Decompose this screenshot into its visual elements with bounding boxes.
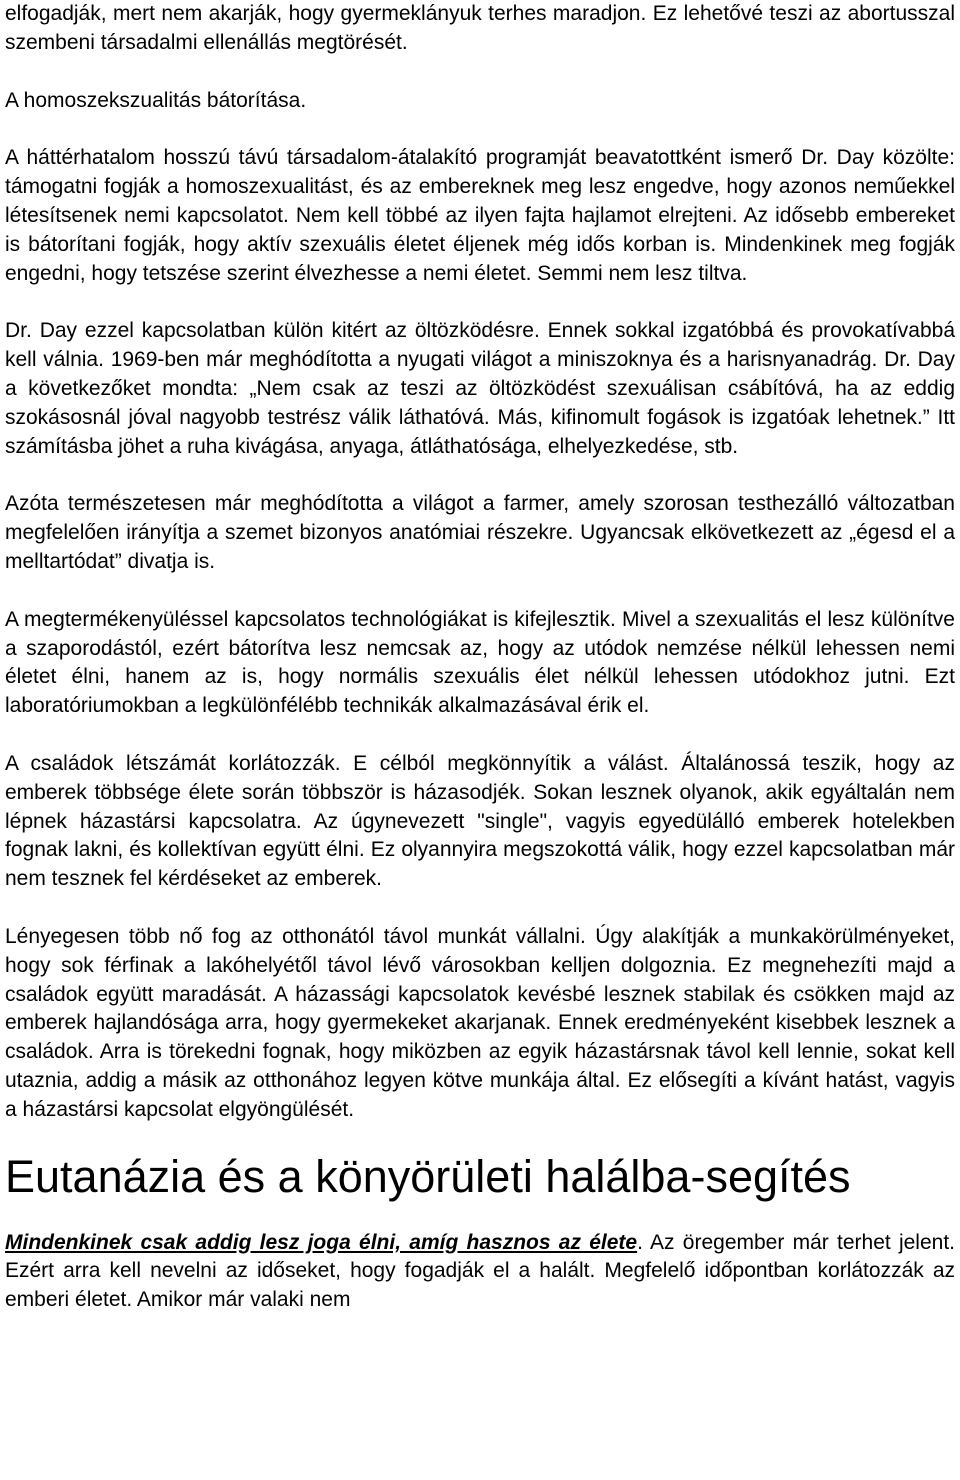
- paragraph-spacer: [5, 115, 955, 144]
- paragraph-women-work: Lényegesen több nő fog az otthonától távol munkát vállalni. Úgy alakítják a munkakörülményeket, hogy sok férfinak a lakóhelyétől távol lévő városokban kelljen dolgoznia. Ez megnehezíti majd a családok együtt maradását. A házassági kapcsolatok kevésbé lesznek stabilak és csökken majd az emberek hajlandósága arra, hogy gyermekeket akarjanak. Ennek eredményeként kisebbek lesznek a családok. Arra is törekedni fognak, hogy miközben az egyik házastársnak távol kell lennie, sokat kell utaznia, addig a másik az otthonához legyen kötve munkája által. Ez elősegíti a kívánt hatást, vagyis a házastársi kapcsolat elgyöngülését.: [5, 924, 955, 1121]
- paragraph-spacer: [5, 288, 955, 317]
- paragraph-lead-emphasis: Mindenkinek csak addig lesz joga élni, amíg hasznos az élete: [5, 1230, 638, 1254]
- paragraph-abortion-end: elfogadják, mert nem akarják, hogy gyermeklányuk terhes maradjon. Ez lehetővé teszi az abortusszal szembeni társadalmi ellenállás megtörését.: [5, 2, 955, 54]
- paragraph-spacer: [5, 577, 955, 606]
- paragraph-euthanasia: [5, 1229, 955, 1315]
- paragraph-family-size: A családok létszámát korlátozzák. E célból megkönnyítik a válást. Általánossá teszik, hogy az emberek többsége élete során többször is házasodjék. Sokan lesznek olyanok, akik egyáltalán nem lépnek házastársi kapcsolatra. Az úgynevezett "single", vagyis egyedülálló emberek hotelekben fognak lakni, és kollektívan együtt élni. Ez olyannyira megszokottá válik, hogy ezzel kapcsolatban már nem tesznek fel kérdéseket az emberek.: [5, 751, 955, 891]
- paragraph-fertility-tech: A megtermékenyüléssel kapcsolatos technológiákat is kifejlesztik. Mivel a szexualitás el lesz különítve a szaporodástól, ezért bátorítva lesz nemcsak az, hogy az utódok nemzése nélkül lehessen nemi életet élni, hanem az is, hogy normális szexuális élet nélkül lehessen utódokhoz jutni. Ezt laboratóriumokban a legkülönfélébb technikák alkalmazásával érik el.: [5, 607, 955, 718]
- paragraph-jeans: Azóta természetesen már meghódította a világot a farmer, amely szorosan testhezálló változatban megfelelően irányítja a szemet bizonyos anatómiai részekre. Ugyancsak elkövetkezett az „égesd el a melltartódat” divatja is.: [5, 492, 955, 573]
- paragraph-spacer: [5, 721, 955, 750]
- paragraph-dr-day-homosexuality: A háttérhatalom hosszú távú társadalom-átalakító programját beavatottként ismerő Dr. Day közölte: támogatni fogják a homoszexualitást, és az embereknek meg lesz engedve, hogy azonos neműekkel létesítsenek nemi kapcsolatot. Nem kell többé az ilyen fajta hajlamot elrejteni. Az idősebb embereket is bátorítani fogják, hogy aktív szexuális életet éljenek még idős korban is. Mindenkinek meg fogják engedni, hogy tetszése szerint élvezhesse a nemi életet. Semmi nem lesz tiltva.: [5, 146, 955, 285]
- heading-spacer: [5, 1125, 955, 1151]
- section-heading-euthanasia: Eutanázia és a könyörületi halálba-segítés: [5, 1150, 851, 1202]
- heading-spacer: [5, 1203, 955, 1229]
- paragraph-spacer: [5, 461, 955, 490]
- paragraph-spacer: [5, 894, 955, 923]
- paragraph-spacer: [5, 58, 955, 87]
- paragraph-body: . Az öregember már terhet jelent. Ezért arra kell nevelni az időseket, hogy fogadják el a halált. Megfelelő időpontban korlátozzák az emberi életet. Amikor már valaki nem: [5, 1230, 955, 1312]
- document-page: [5, 0, 955, 1315]
- paragraph-homosexuality-title: A homoszekszualitás bátorítása.: [5, 88, 307, 112]
- paragraph-clothing: Dr. Day ezzel kapcsolatban külön kitért az öltözködésre. Ennek sokkal izgatóbbá és provokatívabbá kell válnia. 1969-ben már meghódította a nyugati világot a miniszoknya és a harisnyanadrág. Dr. Day a következőket mondta: „Nem csak az teszi az öltözködést szexuálisan csábítóvá, ha az eddig szokásosnál jóval nagyobb testrész válik láthatóvá. Más, kifinomult fogások is izgatóak lehetnek.” Itt számításba jöhet a ruha kivágása, anyaga, átláthatósága, elhelyezkedése, stb.: [5, 319, 955, 458]
